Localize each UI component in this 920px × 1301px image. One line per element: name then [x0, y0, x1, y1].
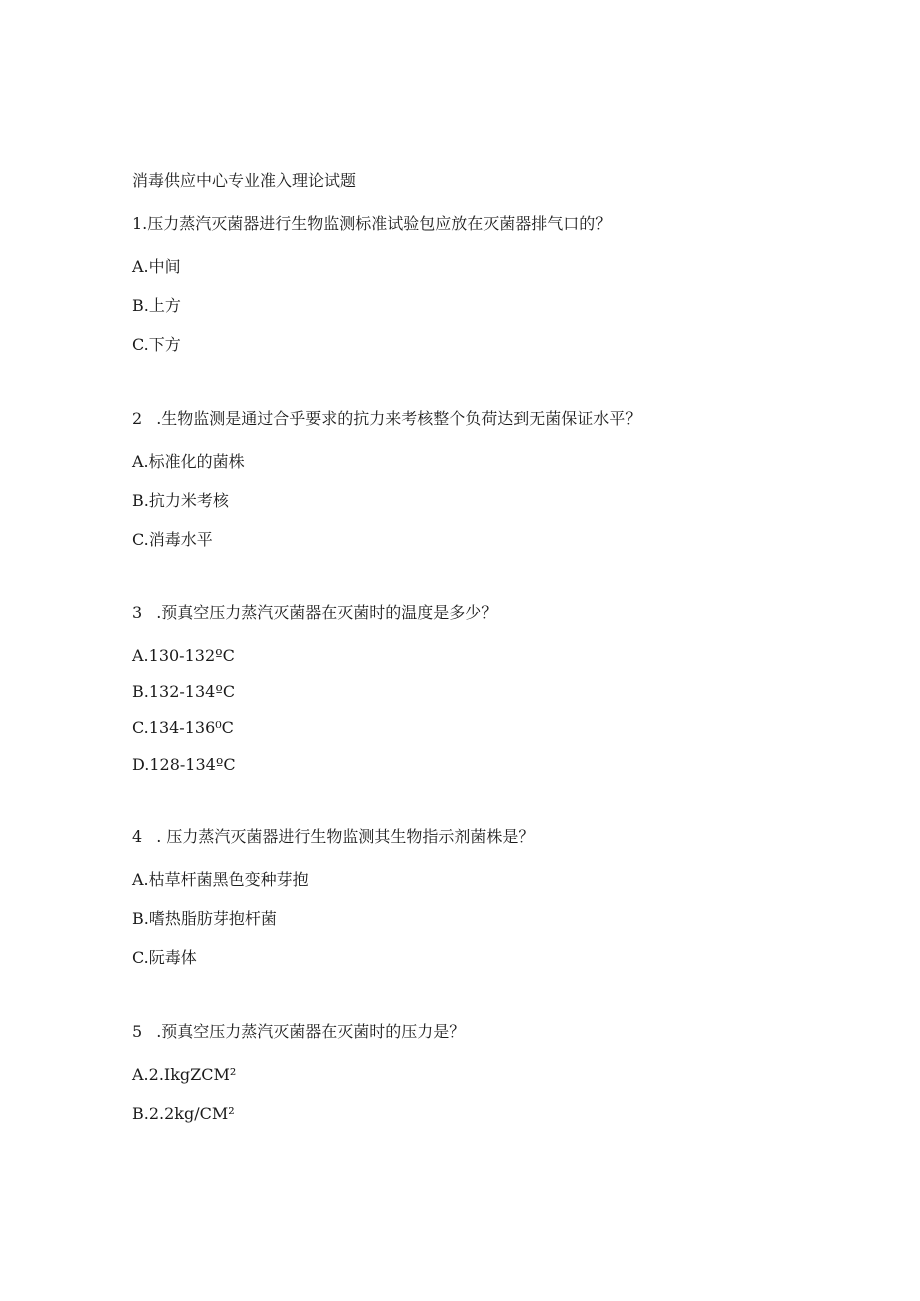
question-number: 3: [132, 603, 143, 622]
question-text: .预真空压力蒸汽灭菌器在灭菌时的温度是多少？: [156, 603, 498, 622]
option-3a: A.130-132ºC: [132, 646, 235, 665]
option-4a: A.枯草杆菌黑色变种芽抱: [132, 870, 309, 889]
option-2c: C.消毒水平: [132, 530, 213, 549]
question-2: [132, 409, 641, 429]
option-3c: C.134-136⁰C: [132, 718, 234, 737]
question-3: [132, 603, 497, 623]
question-4: [132, 827, 534, 847]
option-5b: B.2.2kg∕CM²: [132, 1104, 235, 1123]
question-text: . 压力蒸汽灭菌器进行生物监测其生物指示剂菌株是？: [156, 827, 535, 846]
question-1: [132, 214, 611, 234]
document-title: 消毒供应中心专业准入理论试题: [132, 171, 357, 190]
option-4c: C.阮毒体: [132, 948, 197, 967]
option-4b: B.嗜热脂肪芽抱杆菌: [132, 909, 277, 928]
question-number: 5: [132, 1022, 143, 1041]
option-5a: A.2.IkgZCM²: [132, 1065, 237, 1084]
option-3b: B.132-134ºC: [132, 682, 236, 701]
question-number: 4: [132, 827, 143, 846]
question-number: 2: [132, 409, 143, 428]
question-5: [132, 1022, 465, 1042]
question-text: .预真空压力蒸汽灭菌器在灭菌时的压力是？: [156, 1022, 466, 1041]
option-2a: A.标准化的菌株: [132, 452, 245, 471]
option-3d: D.128-134ºC: [132, 755, 236, 774]
question-number: 1.: [132, 214, 148, 233]
question-text: .生物监测是通过合乎要求的抗力来考核整个负荷达到无菌保证水平？: [156, 409, 642, 428]
option-1a: A.中间: [132, 257, 181, 276]
option-1b: B.上方: [132, 296, 181, 315]
option-2b: B.抗力米考核: [132, 491, 229, 510]
option-1c: C.下方: [132, 335, 181, 354]
question-text: 压力蒸汽灭菌器进行生物监测标准试验包应放在灭菌器排气口的？: [147, 214, 612, 233]
